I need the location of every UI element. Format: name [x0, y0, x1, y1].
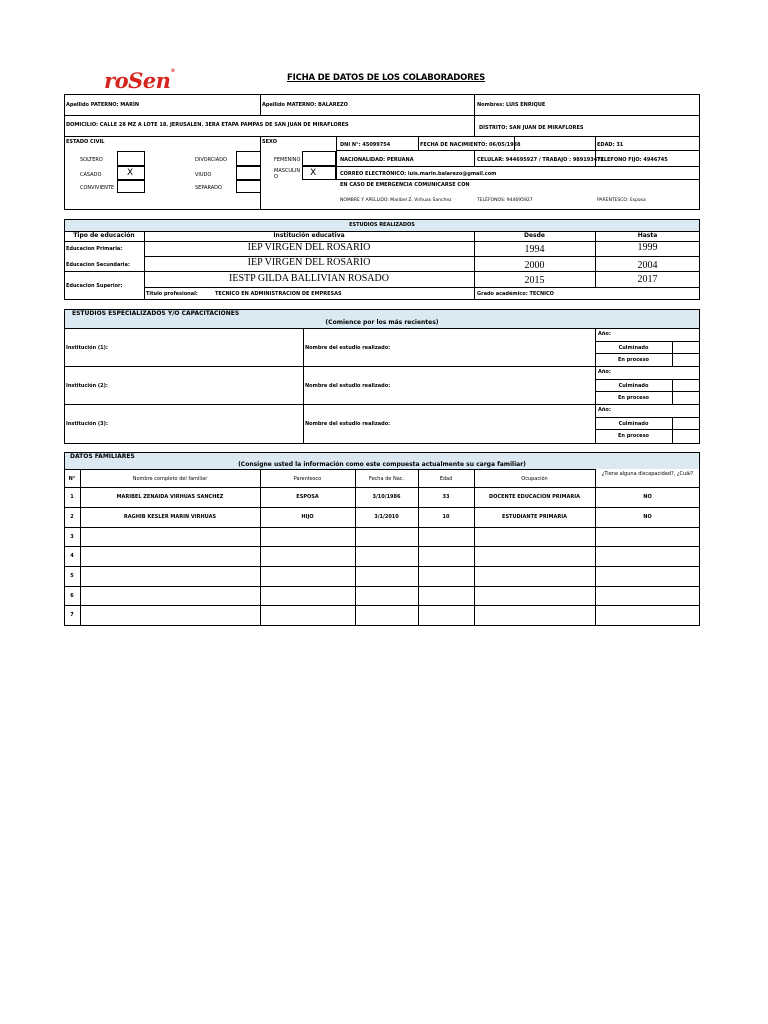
- divider: [672, 417, 673, 444]
- divider: [64, 605, 700, 606]
- viudo-checkbox[interactable]: [236, 166, 261, 180]
- correo: CORREO ELECTRÓNICO: luis.marin.balarezo@gmail.com: [340, 171, 497, 177]
- rosen-logo: [104, 68, 175, 93]
- row-number: 6: [70, 593, 74, 599]
- divider: [418, 469, 419, 626]
- masculino-checkbox[interactable]: [302, 166, 336, 180]
- emergencia-label: EN CASO DE EMERGENCIA COMUNICARSE CON: [340, 182, 470, 188]
- divider: [64, 546, 700, 547]
- divider: [336, 179, 700, 180]
- emergencia-telefonos: TELÉFONOS: 944695927: [477, 198, 533, 203]
- celular: CELULAR: 944695927 / TRABAJO : 989193471: [477, 157, 605, 163]
- familiar-parentesco: HIJO: [301, 514, 314, 520]
- divider: [474, 94, 475, 136]
- col-tipo-educacion: Tipo de educación: [73, 232, 135, 239]
- divorciado-checkbox[interactable]: [236, 151, 261, 166]
- separado-label: SEPARADO: [195, 185, 222, 191]
- divider: [64, 404, 700, 405]
- en-proceso-2: En proceso: [618, 395, 649, 401]
- nombre-estudio-1: Nombre del estudio realizado:: [305, 345, 391, 351]
- divider: [672, 341, 673, 366]
- divider: [64, 136, 700, 137]
- hasta-primaria: 1999: [637, 242, 658, 253]
- divider: [595, 429, 700, 430]
- row-number: 2: [70, 514, 74, 520]
- divider: [64, 469, 596, 470]
- divider: [64, 527, 700, 528]
- divider: [303, 328, 304, 444]
- nombre-estudio-2: Nombre del estudio realizado:: [305, 383, 391, 389]
- emergencia-parentesco: PARENTESCO: Esposa: [597, 198, 646, 203]
- divider: [355, 469, 356, 626]
- culminado-3: Culminado: [618, 421, 649, 427]
- familiar-nombre: MARIBEL ZENAIDA VIRHUAS SANCHEZ: [116, 494, 224, 500]
- apellido-paterno: Apellido PATERNO: MARÍN: [66, 102, 140, 108]
- edad: EDAD: 31: [597, 142, 624, 148]
- femenino-checkbox[interactable]: [302, 151, 336, 166]
- divider: [595, 379, 700, 380]
- anio-3: Año:: [598, 407, 611, 413]
- divider: [64, 566, 700, 567]
- desde-superior: 2015: [524, 275, 545, 286]
- telefono-fijo: TELEFONO FIJO: 4946745: [597, 157, 668, 163]
- divider: [64, 366, 700, 367]
- hasta-secundaria: 2004: [637, 260, 658, 271]
- divider: [64, 115, 700, 116]
- familiar-ocupacion: ESTUDIANTE PRIMARIA: [502, 514, 567, 520]
- divider: [144, 287, 700, 288]
- familiar-fecha: 3/1/2010: [374, 514, 399, 520]
- anio-1: Año:: [598, 331, 611, 337]
- col-fecha-nac: Fecha de Nac.: [368, 476, 405, 482]
- anio-2: Año:: [598, 369, 611, 375]
- soltero-label: SOLTERO: [80, 157, 103, 163]
- conviviente-checkbox[interactable]: [117, 180, 145, 193]
- familiar-ocupacion: DOCENTE EDUCACION PRIMARIA: [489, 494, 580, 500]
- culminado-2: Culminado: [618, 383, 649, 389]
- capacitaciones-subtitle: (Comience por los más recientes): [325, 319, 439, 326]
- col-nombre: Nombre completo del familiar: [132, 476, 208, 482]
- distrito: DISTRITO: SAN JUAN DE MIRAFLORES: [479, 125, 584, 131]
- familiar-discapacidad: NO: [643, 514, 652, 520]
- emergencia-nombre: NOMBRE Y APELLIDO: Maribel Z. Virhuas Sanchez: [340, 198, 452, 203]
- divider: [418, 136, 419, 150]
- estudios-title: ESTUDIOS REALIZADOS: [349, 222, 415, 228]
- desde-primaria: 1994: [524, 244, 545, 255]
- viudo-label: VIUDO: [195, 172, 212, 178]
- row-number: 5: [70, 573, 74, 579]
- col-ocupacion: Ocupación: [521, 476, 548, 482]
- masculino-mark: X: [310, 168, 317, 178]
- casado-mark: X: [127, 168, 134, 178]
- col-edad: Edad: [439, 476, 453, 482]
- hasta-superior: 2017: [637, 274, 658, 285]
- masculino-label-1: MASCULIN: [274, 168, 301, 174]
- divider: [64, 271, 700, 272]
- row-number: 4: [70, 553, 74, 559]
- apellido-materno: Apellido MATERNO: BALAREZO: [262, 102, 348, 108]
- personal-frame: [64, 94, 700, 210]
- soltero-checkbox[interactable]: [117, 151, 145, 166]
- titulo-label: Título profesional:: [146, 291, 198, 297]
- casado-label: CASADO: [80, 172, 102, 178]
- divider: [64, 231, 700, 232]
- page-title: FICHA DE DATOS DE LOS COLABORADORES: [287, 73, 486, 83]
- institucion-3: Institución (3):: [66, 421, 108, 427]
- divider: [336, 166, 700, 167]
- divider: [64, 507, 700, 508]
- familiares-title: DATOS FAMILIARES: [70, 453, 135, 460]
- institucion-secundaria: IEP VIRGEN DEL ROSARIO: [247, 257, 371, 268]
- nacionalidad: NACIONALIDAD: PERUANA: [340, 157, 414, 163]
- masculino-label-2: O: [274, 174, 278, 180]
- logo-text: roSen: [104, 68, 171, 93]
- col-hasta: Hasta: [637, 232, 658, 239]
- familiares-subtitle: (Consigne usted la información como este compuesta actualmente su carga familiar): [238, 461, 526, 468]
- institucion-superior: IESTP GILDA BALLIVIAN ROSADO: [229, 273, 389, 284]
- en-proceso-1: En proceso: [618, 357, 649, 363]
- institucion-2: Institución (2):: [66, 383, 108, 389]
- sexo-label: SEXO: [262, 139, 277, 145]
- desde-secundaria: 2000: [524, 260, 545, 271]
- estado-civil-label: ESTADO CIVIL: [66, 139, 105, 145]
- dni: DNI N°: 45099754: [340, 142, 391, 148]
- divider: [64, 487, 700, 488]
- tipo-primaria: Educacion Primaria:: [66, 246, 123, 252]
- tipo-secundaria: Educacion Secundaria:: [66, 262, 130, 268]
- divider: [595, 341, 700, 342]
- col-institucion: Institución educativa: [273, 232, 345, 239]
- en-proceso-3: En proceso: [618, 433, 649, 439]
- divorciado-label: DIVORCIADO: [195, 157, 227, 163]
- culminado-1: Culminado: [618, 345, 649, 351]
- divider: [336, 150, 700, 151]
- row-number: 1: [70, 494, 74, 500]
- domicilio: DOMICILIO: CALLE 28 MZ A LOTE 18. JERUSALEN. 3ERA ETAPA PAMPAS DE SAN JUAN DE MIRAFLORES: [66, 122, 349, 128]
- familiar-edad: 33: [442, 494, 450, 500]
- divider: [595, 469, 596, 626]
- nombres: Nombres: LUIS ENRIQUE: [477, 102, 546, 108]
- familiar-edad: 10: [442, 514, 450, 520]
- fecha-nacimiento: FECHA DE NACIMIENTO: 06/05/1988: [420, 142, 521, 148]
- capacitaciones-title: ESTUDIOS ESPECIALIZADOS Y/O CAPACITACIONES: [72, 310, 240, 317]
- divider: [260, 469, 261, 626]
- familiar-fecha: 3/10/1986: [372, 494, 401, 500]
- divider: [672, 379, 673, 404]
- logo-registered-mark: ®: [170, 68, 175, 74]
- separado-checkbox[interactable]: [236, 180, 261, 193]
- divider: [595, 353, 700, 354]
- nombre-estudio-3: Nombre del estudio realizado:: [305, 421, 391, 427]
- divider: [64, 586, 700, 587]
- divider: [474, 469, 475, 626]
- divider: [595, 417, 700, 418]
- col-desde: Desde: [524, 232, 545, 239]
- row-number: 3: [70, 534, 74, 540]
- familiar-discapacidad: NO: [643, 494, 652, 500]
- institucion-1: Institución (1):: [66, 345, 108, 351]
- divider: [336, 136, 337, 179]
- familiar-parentesco: ESPOSA: [296, 494, 319, 500]
- grado-academico: Grado académico: TECNICO: [477, 291, 554, 297]
- divider: [260, 94, 261, 115]
- tipo-superior: Educacion Superior:: [66, 283, 123, 289]
- titulo-value: TECNICO EN ADMINISTRACION DE EMPRESAS: [215, 291, 342, 297]
- conviviente-label: CONVIVIENTE: [80, 185, 115, 191]
- institucion-primaria: IEP VIRGEN DEL ROSARIO: [247, 242, 371, 253]
- row-number: 7: [70, 612, 74, 618]
- divider: [80, 469, 81, 626]
- col-numero: N°: [68, 476, 76, 482]
- divider: [595, 391, 700, 392]
- col-parentesco: Parentesco: [293, 476, 322, 482]
- familiar-nombre: RAGHIB KESLER MARIN VIRHUAS: [123, 514, 217, 520]
- col-discapacidad: ¿Tiene alguna discapacidad?, ¿Cuál?: [601, 471, 694, 477]
- femenino-label: FEMENINO: [274, 157, 301, 163]
- divider: [474, 150, 475, 166]
- divider: [64, 328, 700, 329]
